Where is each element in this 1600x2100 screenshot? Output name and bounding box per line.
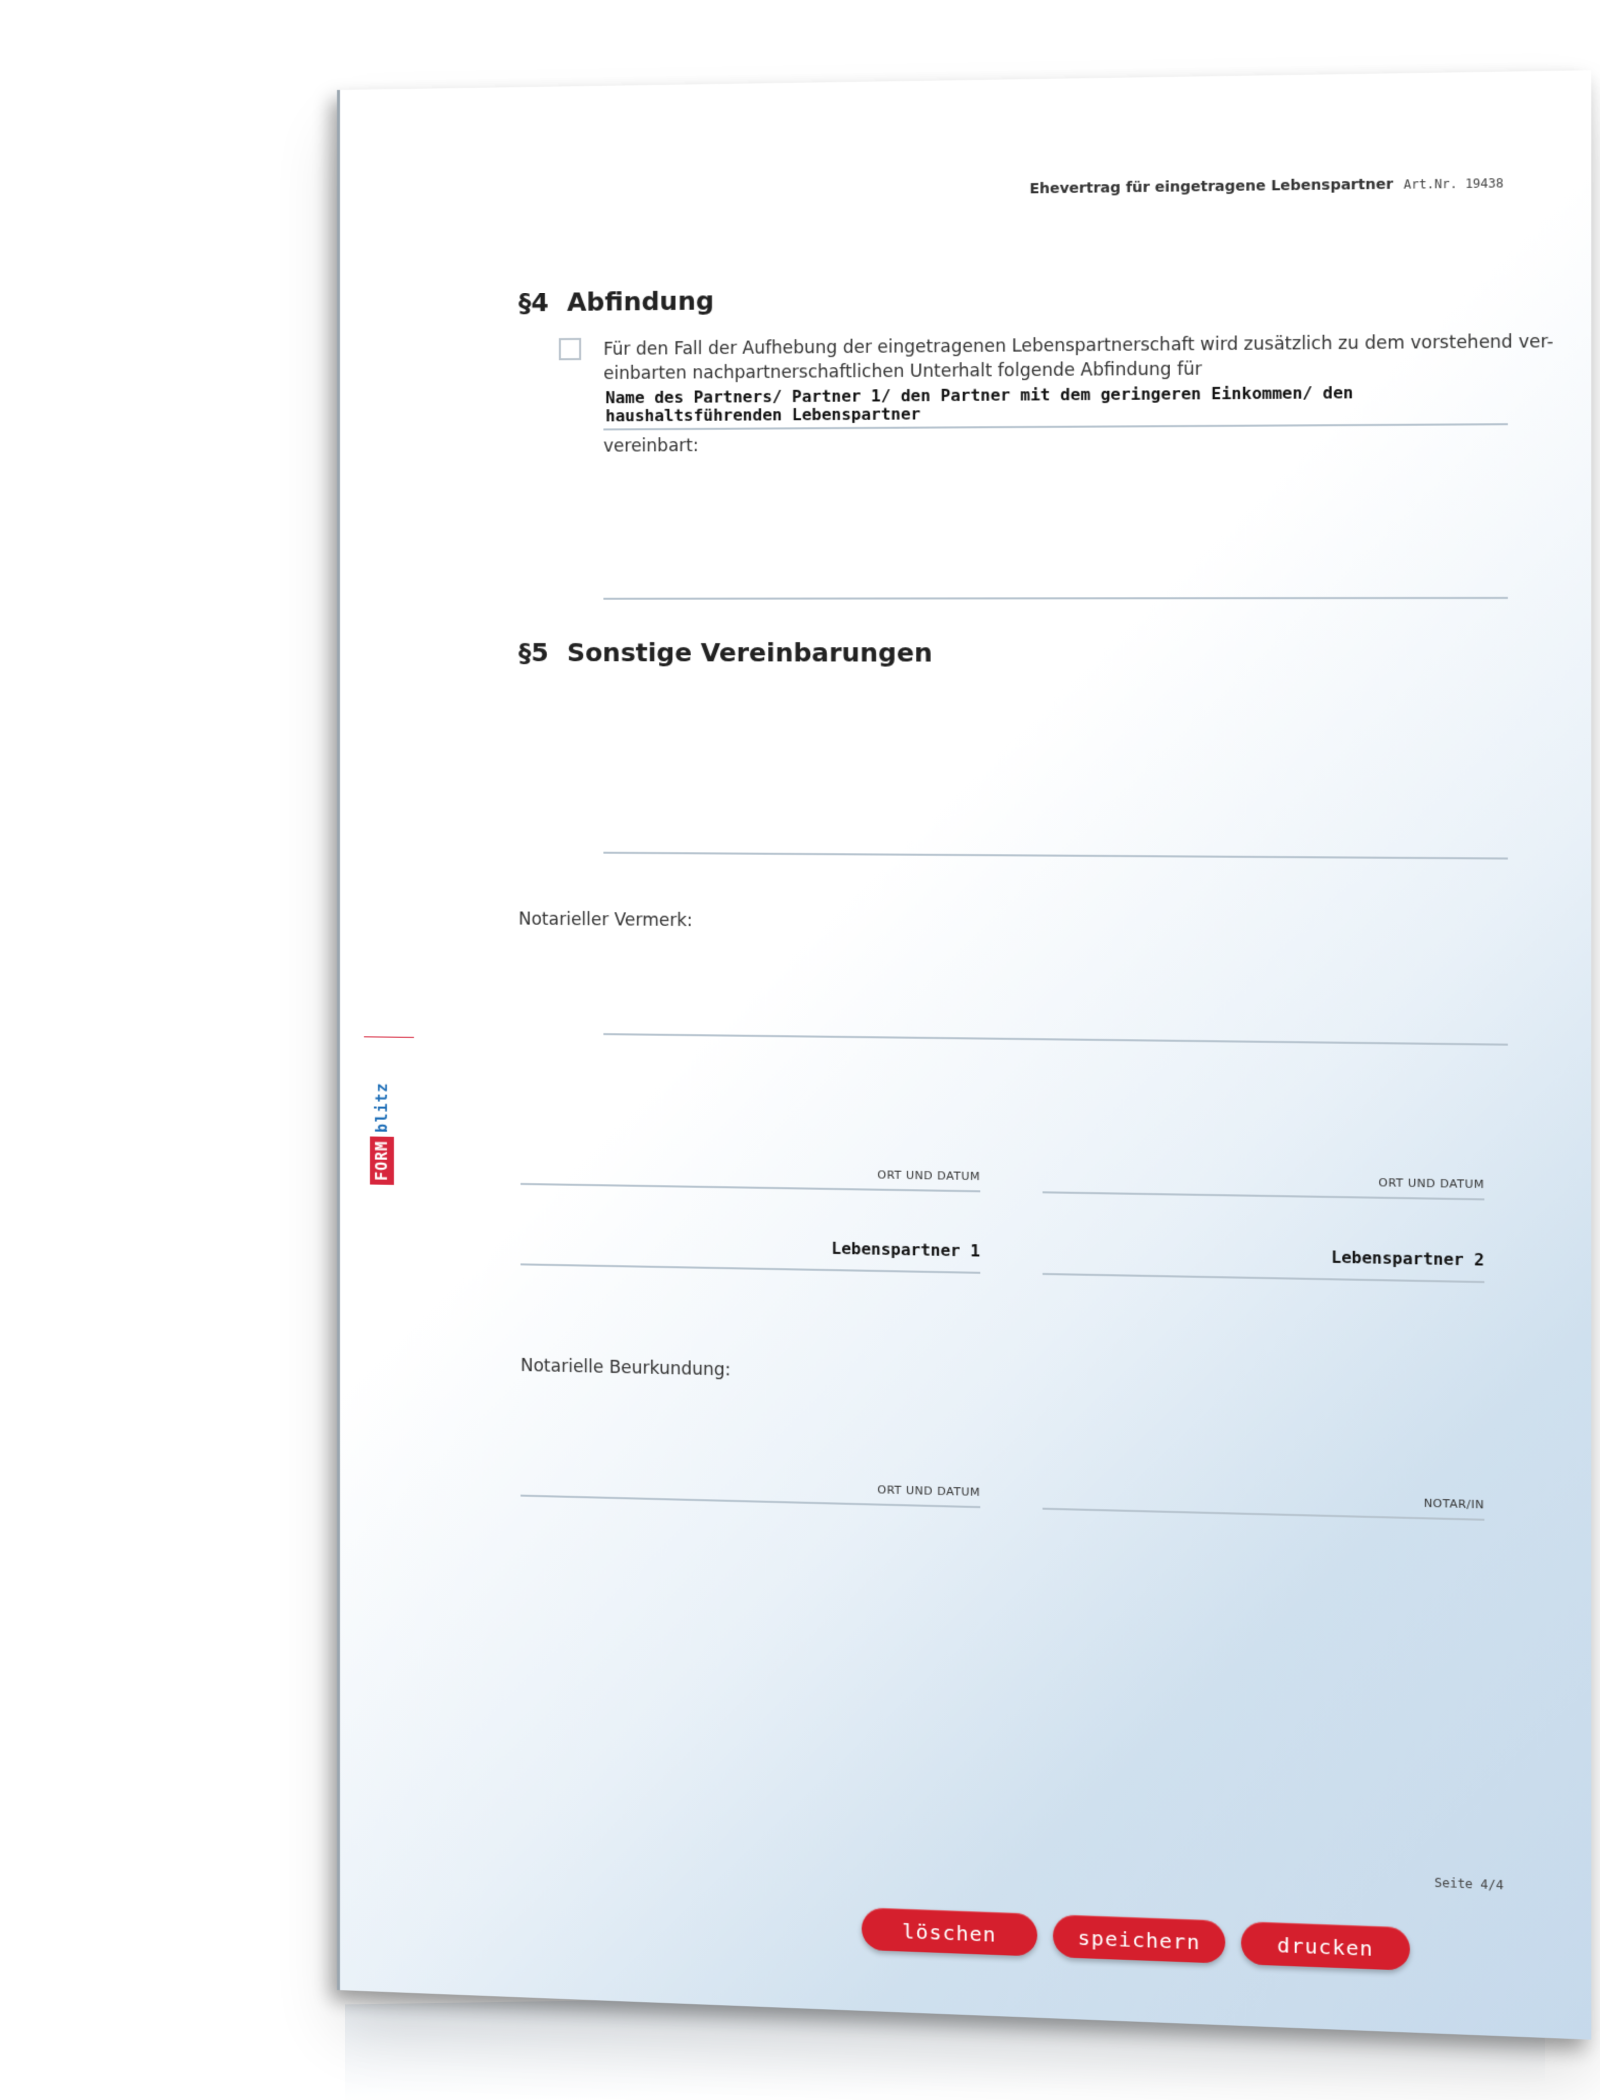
section-5-title: Sonstige Vereinbarungen (566, 638, 933, 668)
page-number: Seite 4/4 (1434, 1875, 1504, 1893)
section-4-text-line-3: vereinbart: (603, 435, 699, 457)
section-4-title: Abfindung (566, 286, 715, 317)
section-5-heading (519, 638, 933, 668)
save-button[interactable]: speichern (1053, 1914, 1225, 1963)
abfindung-field-underline[interactable] (603, 597, 1507, 600)
formblitz-logo (370, 1036, 396, 1185)
sonstige-vereinbarungen-field-underline[interactable] (603, 852, 1507, 860)
partner-2-signature-name: Lebenspartner 2 (1331, 1247, 1485, 1270)
document-title: Ehevertrag für eingetragene Lebenspartner (1029, 176, 1394, 198)
document-header (1029, 175, 1503, 197)
partner-1-signature-name: Lebenspartner 1 (831, 1238, 981, 1261)
place-date-field-1[interactable] (521, 1183, 981, 1192)
place-date-caption-1: ORT UND DATUM (877, 1168, 981, 1184)
notary-note-label: Notarieller Vermerk: (518, 909, 693, 932)
section-5-number: §5 (518, 638, 549, 668)
notarization-label: Notarielle Beurkundung: (520, 1355, 731, 1381)
document-page (337, 70, 1591, 2039)
place-date-caption-2: ORT UND DATUM (1378, 1176, 1485, 1192)
partner-name-field-line-1[interactable]: Name des Partners/ Partner 1/ den Partner mit dem geringeren Einkommen/ den (605, 382, 1354, 408)
article-number: Art.Nr. 19438 (1403, 176, 1504, 192)
section-4-heading (519, 286, 715, 317)
notary-caption: NOTAR/IN (1423, 1496, 1485, 1512)
delete-button[interactable]: löschen (862, 1907, 1038, 1956)
place-date-field-2[interactable] (1043, 1191, 1485, 1200)
logo-wordmark (370, 1036, 394, 1185)
section-4-text-line-2: einbarten nachpartnerschaftlichen Unterhalt folgende Abfindung für (603, 359, 1203, 385)
logo-part-blitz: blitz (372, 1082, 391, 1133)
abfindung-checkbox[interactable] (559, 338, 581, 360)
notary-note-field-underline[interactable] (603, 1033, 1507, 1046)
partner-2-signature-line[interactable] (1043, 1273, 1485, 1283)
print-button[interactable]: drucken (1241, 1921, 1410, 1971)
section-4-text-line-1: Für den Fall der Aufhebung der eingetragenen Lebenspartnerschaft wird zusätzlich zu dem vorstehend ver- (603, 331, 1554, 360)
logo-part-form: FORM (370, 1136, 394, 1185)
partner-1-signature-line[interactable] (521, 1263, 981, 1273)
section-4-number: §4 (518, 287, 549, 318)
notarization-place-date-caption: ORT UND DATUM (877, 1483, 981, 1499)
partner-name-field-line-2[interactable]: haushaltsführenden Lebenspartner (605, 404, 921, 426)
